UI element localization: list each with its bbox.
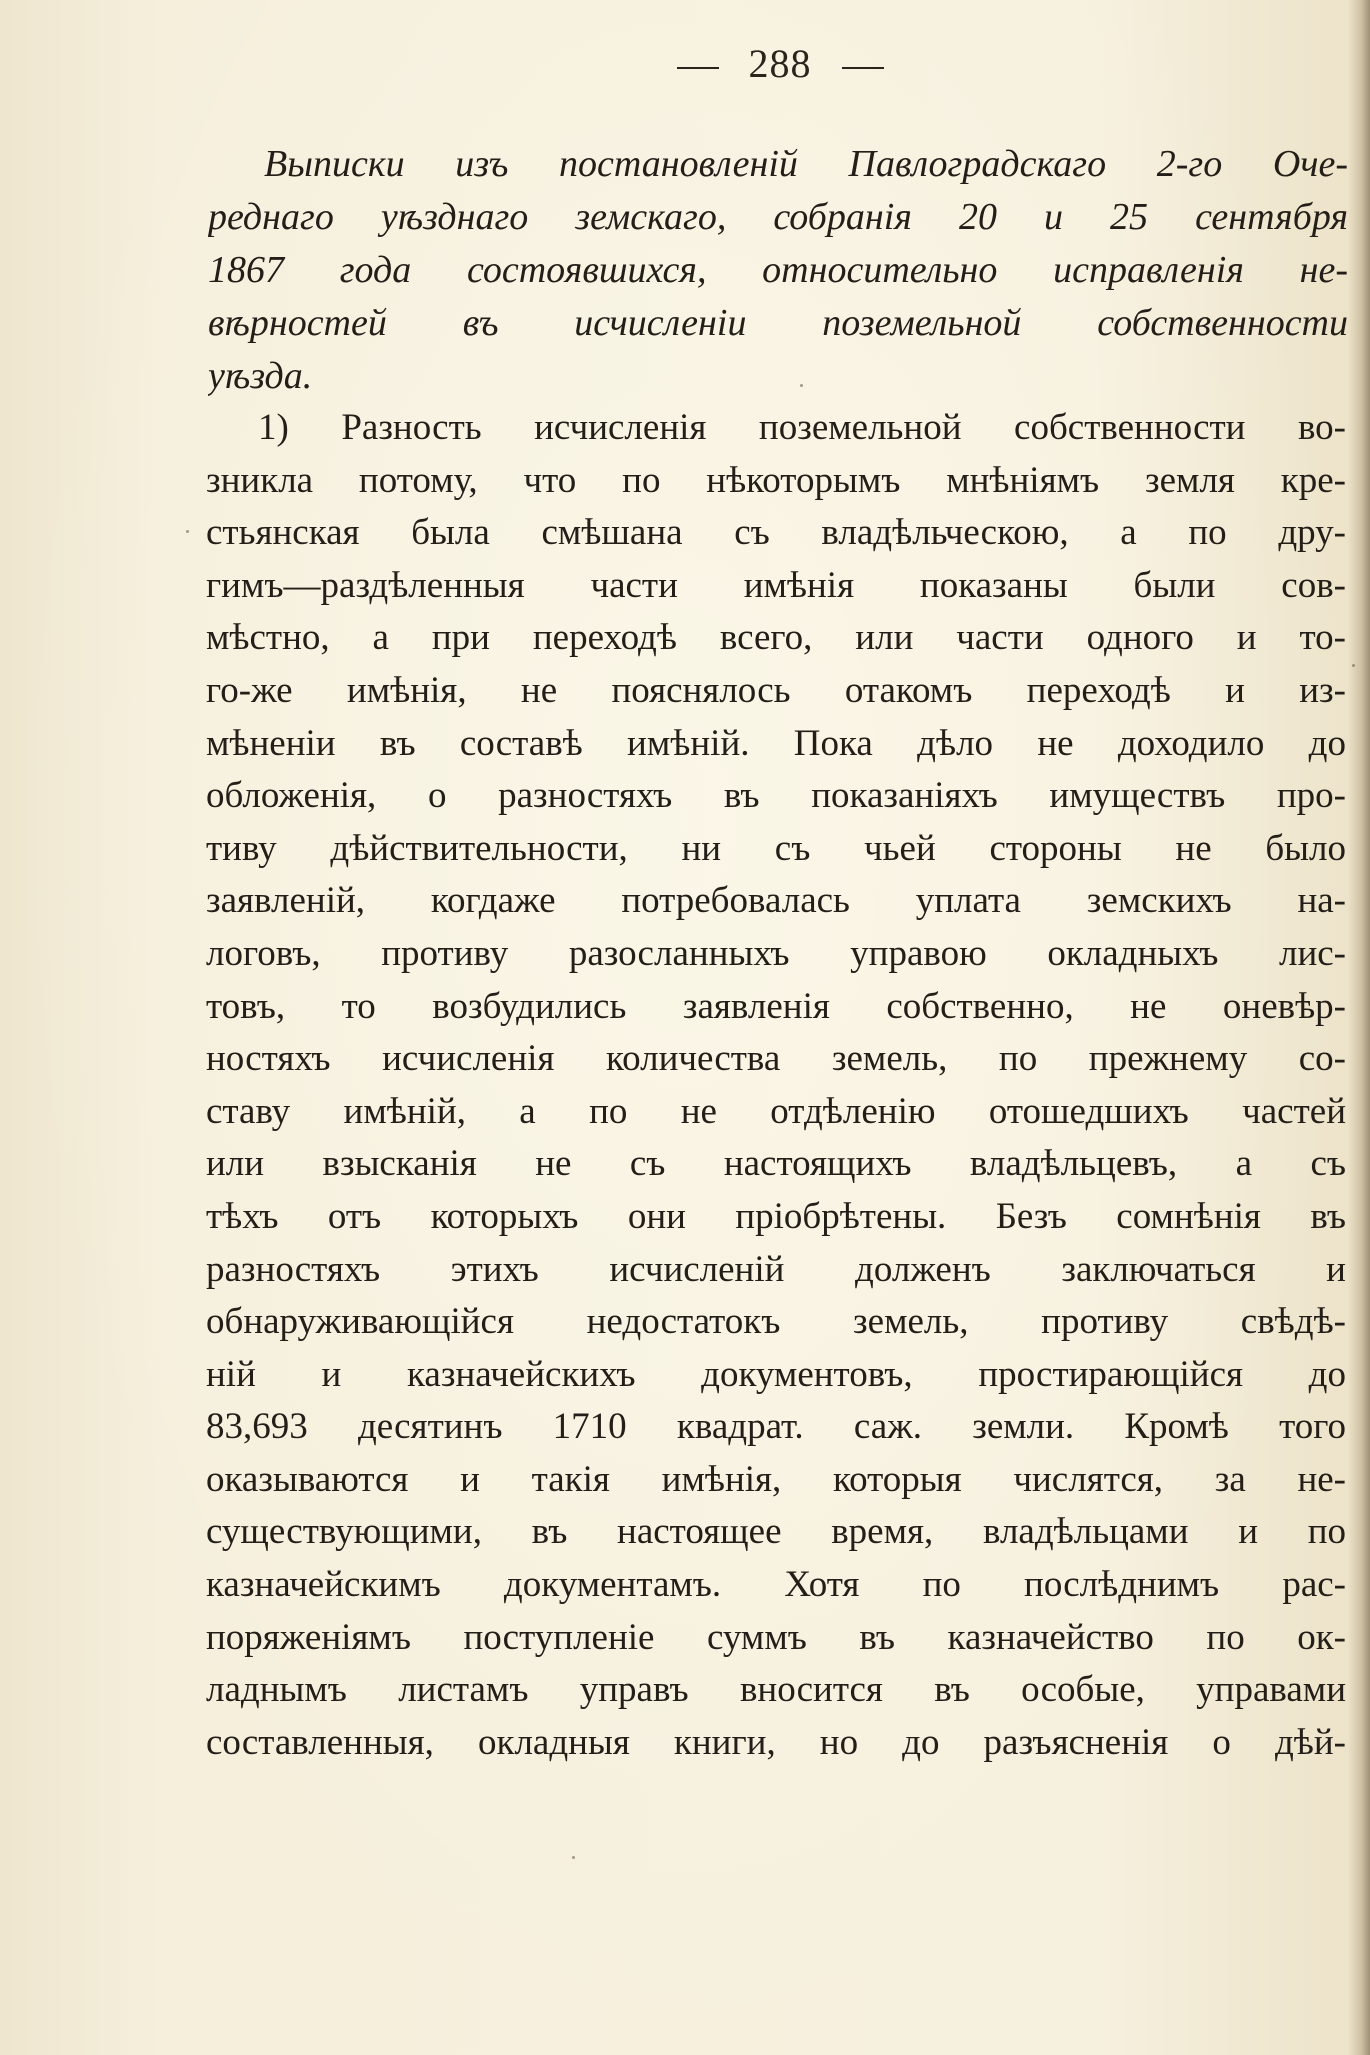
left-dash <box>677 67 719 69</box>
body-line: зникла потому, что по нѣкоторымъ мнѣніямъ земля кре- <box>206 459 1346 501</box>
body-line: мѣстно, а при переходѣ всего, или части одного и то- <box>206 617 1346 659</box>
paper-speck <box>800 384 803 387</box>
section-heading <box>208 138 1348 403</box>
body-line: 1) Разность исчисленія поземельной собственности во- <box>258 407 1346 448</box>
paper-speck <box>572 1856 575 1859</box>
page-number-wrap <box>647 40 914 87</box>
body-line: существующими, въ настоящее время, владѣльцами и по <box>206 1511 1346 1553</box>
body-line: логовъ, противу разосланныхъ управою окладныхъ лис- <box>206 932 1346 974</box>
body-line: 83,693 десятинъ 1710 квадрат. саж. земли. Кромѣ того <box>206 1406 1346 1448</box>
body-line: ставу имѣній, а по не отдѣленію отошедшихъ частей <box>206 1090 1346 1132</box>
body-line: стьянская была смѣшана съ владѣльческою, а по дру- <box>206 512 1346 554</box>
body-line: составленныя, окладныя книги, но до разъясненія о дѣй- <box>206 1721 1346 1763</box>
body-line: ладнымъ листамъ управъ вносится въ особые, управами <box>206 1669 1346 1711</box>
heading-line: уѣзда. <box>208 355 313 397</box>
body-line: или взысканія не съ настоящихъ владѣльцевъ, а съ <box>206 1143 1346 1185</box>
body-line: гимъ—раздѣленныя части имѣнія показаны были сов- <box>206 564 1346 606</box>
body-line: го-же имѣнія, не пояснялось отакомъ переходѣ и из- <box>206 669 1346 711</box>
body-line: тиву дѣйствительности, ни съ чьей стороны не было <box>206 827 1346 869</box>
paper-speck <box>1352 664 1355 667</box>
paper-speck <box>186 530 189 533</box>
body-line: ній и казначейскихъ документовъ, простирающійся до <box>206 1353 1346 1395</box>
body-line: тѣхъ отъ которыхъ они пріобрѣтены. Безъ сомнѣнія въ <box>206 1195 1346 1237</box>
body-line: оказываются и такія имѣнія, которыя числятся, за не- <box>206 1458 1346 1500</box>
heading-line: вѣрностей въ исчисленіи поземельной собственности <box>208 302 1348 344</box>
body-line: мѣненіи въ составѣ имѣній. Пока дѣло не доходило до <box>206 722 1346 764</box>
right-dash <box>842 67 884 69</box>
heading-line: 1867 года состоявшихся, относительно исправленія не- <box>208 249 1348 291</box>
body-line: заявленій, когдаже потребовалась уплата земскихъ на- <box>206 880 1346 922</box>
page-edge-shadow <box>1348 0 1370 2055</box>
body-line: обложенія, о разностяхъ въ показаніяхъ имуществъ про- <box>206 775 1346 817</box>
page-number-header <box>0 40 1370 87</box>
body-line: разностяхъ этихъ исчисленій долженъ заключаться и <box>206 1248 1346 1290</box>
body-line: казначейскимъ документамъ. Хотя по послѣднимъ рас- <box>206 1564 1346 1606</box>
heading-line: Выписки изъ постановленій Павлоградскаго 2-го Оче- <box>264 143 1348 185</box>
page-number: 288 <box>748 41 812 86</box>
body-line: товъ, то возбудились заявленія собственно, не оневѣр- <box>206 985 1346 1027</box>
body-line: поряженіямъ поступленіе суммъ въ казначейство по ок- <box>206 1616 1346 1658</box>
body-paragraph <box>206 402 1346 1769</box>
body-line: ностяхъ исчисленія количества земель, по прежнему со- <box>206 1038 1346 1080</box>
body-line: обнаруживающійся недостатокъ земель, противу свѣдѣ- <box>206 1301 1346 1343</box>
heading-line: реднаго уѣзднаго земскаго, собранія 20 и 25 сентября <box>208 196 1348 238</box>
